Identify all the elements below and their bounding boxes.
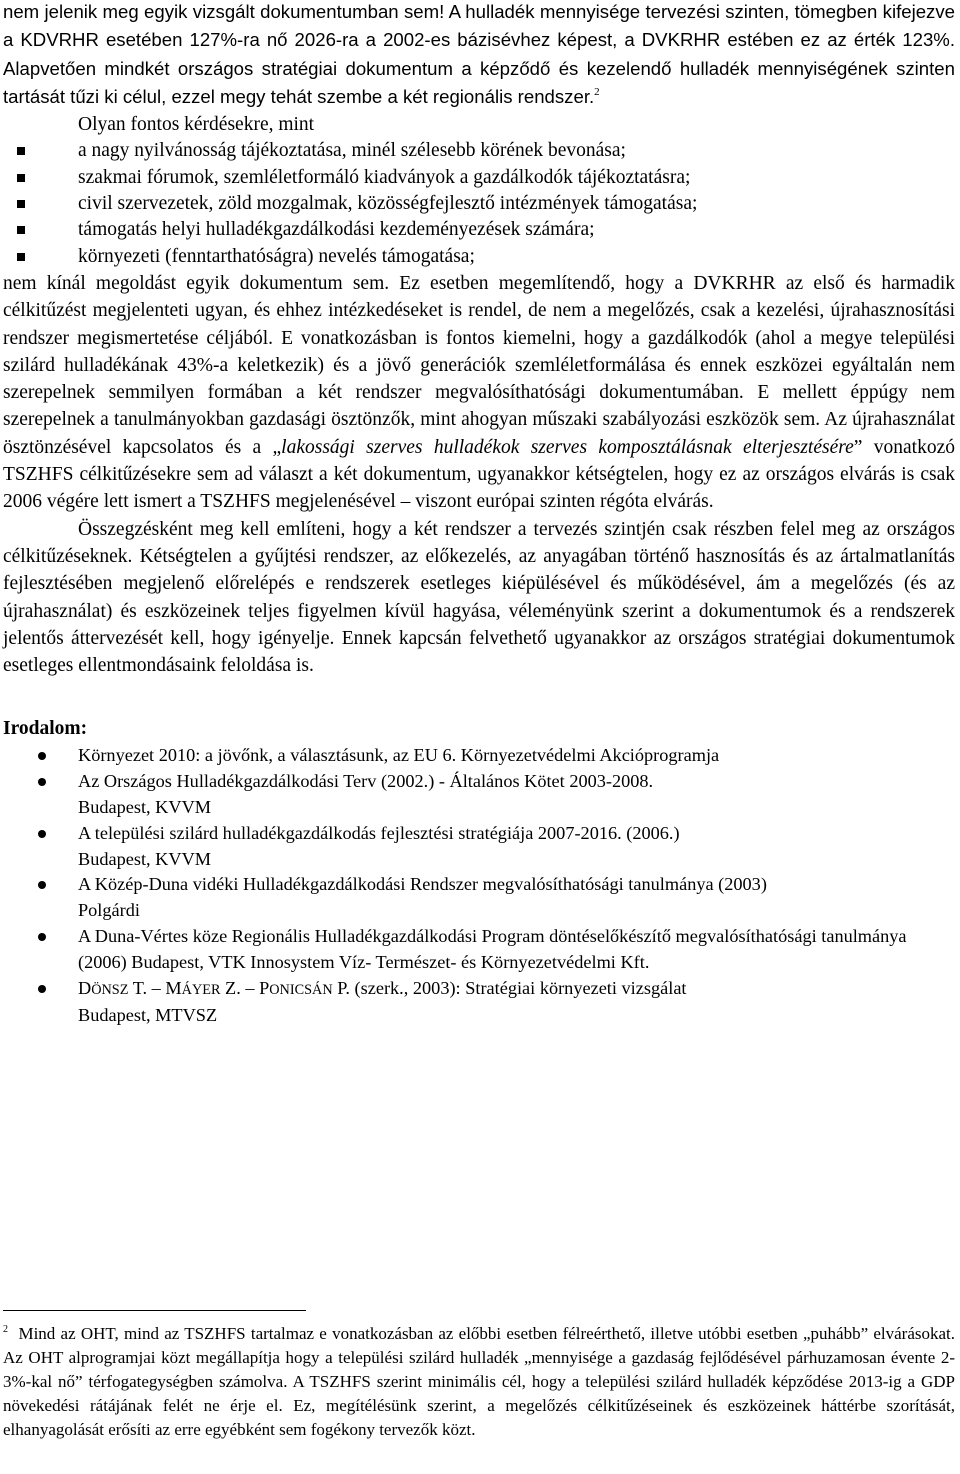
round-bullet-icon (38, 985, 46, 993)
paragraph-no-solution (3, 270, 955, 516)
list-item (78, 244, 955, 270)
list-intro: Olyan fontos kérdésekre, mint (78, 114, 315, 136)
paragraph-regional-systems (3, 0, 955, 111)
reference-authors: DÖNSZ T. – MÁYER Z. – PONICSÁN P. (szerk., 2003): Stratégiai környezeti vizsgálat (78, 977, 687, 998)
list-item (78, 138, 955, 164)
square-bullet-icon (17, 147, 25, 155)
reference-item (78, 821, 955, 873)
reference-item (78, 976, 955, 1030)
reference-item (78, 769, 955, 821)
footnote-number: 2 (3, 1324, 8, 1335)
reference-text: Az Országos Hulladékgazdálkodási Terv (2002.) - Általános Kötet 2003-2008. (78, 771, 654, 792)
square-bullet-icon (17, 174, 25, 182)
round-bullet-icon (38, 830, 46, 838)
reference-publisher: Budapest, MTVSZ (78, 1005, 218, 1026)
round-bullet-icon (38, 933, 46, 941)
reference-publisher: Polgárdi (78, 900, 140, 921)
footnote-text: Mind az OHT, mind az TSZHFS tartalmaz e vonatkozásban az előbbi esetben félreérthető, illetve utóbbi esetben „puhább” elvárásokat. Az OHT alprogramjai közt megállapítja hogy a települési szilárd hulladék „mennyisége a gazdaság fejlődésével párhuzamosan évente 2-3%-kal nő” térfogategységben számolva. A TSZHFS szerint minimális cél, hogy a települési szilárd hulladék képződése 2013-ig a GDP növekedési rátájának felét ne érje el. Ez, megítélésünk szerint, a megelőzés célkitűzéseinek és eszközeinek háttérbe szorítását, elhanyagolását erősíti az erre egyébként sem fogékony tervezők közt. (3, 1324, 956, 1439)
round-bullet-icon (38, 752, 46, 760)
list-item-text: civil szervezetek, zöld mozgalmak, közösségfejlesztő intézmények támogatása; (78, 193, 698, 215)
paragraph-text: nem kínál megoldást egyik dokumentum sem. Ez esetben megemlítendő, hogy a DVKRHR az első és harmadik célkitűzést megjelenteti ugyan, és ehhez intézkedéseket is rendel, de nem a megelőzés, csak a kezelési, újrahasznosítási rendszer megismertetése céljából. E vonatkozásban is fontos kiemelni, hogy a gazdálkodók (ahol a megye települési szilárd hulladékának 43%-a keletkezik) és a jövő generációk szemléletformálása és ennek eszközei egyáltalán nem szerepelnek semmilyen formában a két rendszer megvalósíthatósági dokumentumában. E mellett éppúgy nem szerepelnek a tanulmányokban gazdasági ösztönzők, mint ahogyan műszaki szabályozási eszközök sem. Az újrahasználat ösztönzésével kapcsolatos és a „ (3, 272, 955, 458)
list-item-text: szakmai fórumok, szemléletformáló kiadványok a gazdálkodók tájékoztatásra; (78, 166, 691, 188)
reference-publisher: Budapest, KVVM (78, 848, 212, 869)
square-bullet-icon (17, 200, 25, 208)
list-item (78, 165, 955, 191)
references-list (3, 743, 955, 1029)
list-item-text: a nagy nyilvánosság tájékoztatása, minél szélesebb körének bevonása; (78, 140, 626, 162)
reference-item (78, 872, 955, 924)
reference-item (78, 743, 955, 769)
reference-text: A Duna-Vértes köze Regionális Hulladékgazdálkodási Program döntéselőkészítő megvalósíthatósági tanulmánya (2006) Budapest, VTK Innosystem Víz- Természet- és Környezetvédelmi Kft. (78, 926, 907, 972)
square-bullet-icon (17, 226, 25, 234)
paragraph-text: nem jelenik meg egyik vizsgált dokumentumban sem! A hulladék mennyisége tervezési szinten, tömegben kifejezve a KDVRHR esetében 127%-ra nő 2026-ra a 2002-es bázisévhez képest, a DVKRHR estében ez az érték 123%. Alapvetően mindkét országos stratégiai dokumentum a képződő és kezelendő hulladék mennyiségének szinten tartását tűzi ki célul, ezzel megy tehát szembe a két regionális rendszer. (3, 1, 955, 107)
footnote-reference[interactable]: 2 (594, 85, 600, 98)
reference-item (78, 924, 955, 976)
paragraph-text: ” vonatkozó TSZHFS célkitűzésekre sem ad választ a két dokumentum, ugyanakkor kétségtelen, hogy ez az országos elvárás is csak 2006 végére lett ismert a TSZHFS megjelenésével – viszont európai szinten régóta elvárás. (3, 436, 955, 513)
paragraph-summary: Összegzésként meg kell említeni, hogy a két rendszer a tervezés szintjén csak részben felel meg az országos célkitűzéseknek. Kétségtelen a gyűjtési rendszer, az előkezelés, az anyagában történő hasznosítás és az ártalmatlanítás fejlesztésében megjelenő előrelépés e rendszerek esetleges kiépülésével és működésével, ám a megelőzés (és az újrahasználat) és eszközeinek teljes figyelmen kívül hagyása, véleményünk szerint a dokumentumok és a rendszerek jelentős áttervezését kell, hogy igényelje. Ennek kapcsán felvethető ugyanakkor az országos stratégiai dokumentumok esetleges ellentmondásaink feloldása is. (3, 518, 955, 677)
issues-list (3, 138, 955, 269)
square-bullet-icon (17, 253, 25, 261)
footnote (3, 1322, 955, 1442)
footnote-separator (3, 1310, 306, 1311)
list-item-text: támogatás helyi hulladékgazdálkodási kezdeményezések számára; (78, 219, 595, 241)
reference-text: Környezet 2010: a jövőnk, a választásunk, az EU 6. Környezetvédelmi Akcióprogramja (78, 745, 720, 766)
document-page (3, 0, 956, 1439)
round-bullet-icon (38, 778, 46, 786)
list-item-text: környezeti (fenntarthatóságra) nevelés támogatása; (78, 245, 475, 267)
reference-text: A Közép-Duna vidéki Hulladékgazdálkodási Rendszer megvalósíthatósági tanulmánya (2003) (78, 874, 767, 895)
references-heading: Irodalom: (3, 718, 88, 740)
list-item (78, 217, 955, 243)
list-item (78, 191, 955, 217)
reference-publisher: Budapest, KVVM (78, 797, 212, 818)
reference-text: A települési szilárd hulladékgazdálkodás fejlesztési stratégiája 2007-2016. (2006.) (78, 822, 680, 843)
italic-quote: lakossági szerves hulladékok szerves komposztálásnak elterjesztésére (281, 436, 854, 458)
round-bullet-icon (38, 881, 46, 889)
